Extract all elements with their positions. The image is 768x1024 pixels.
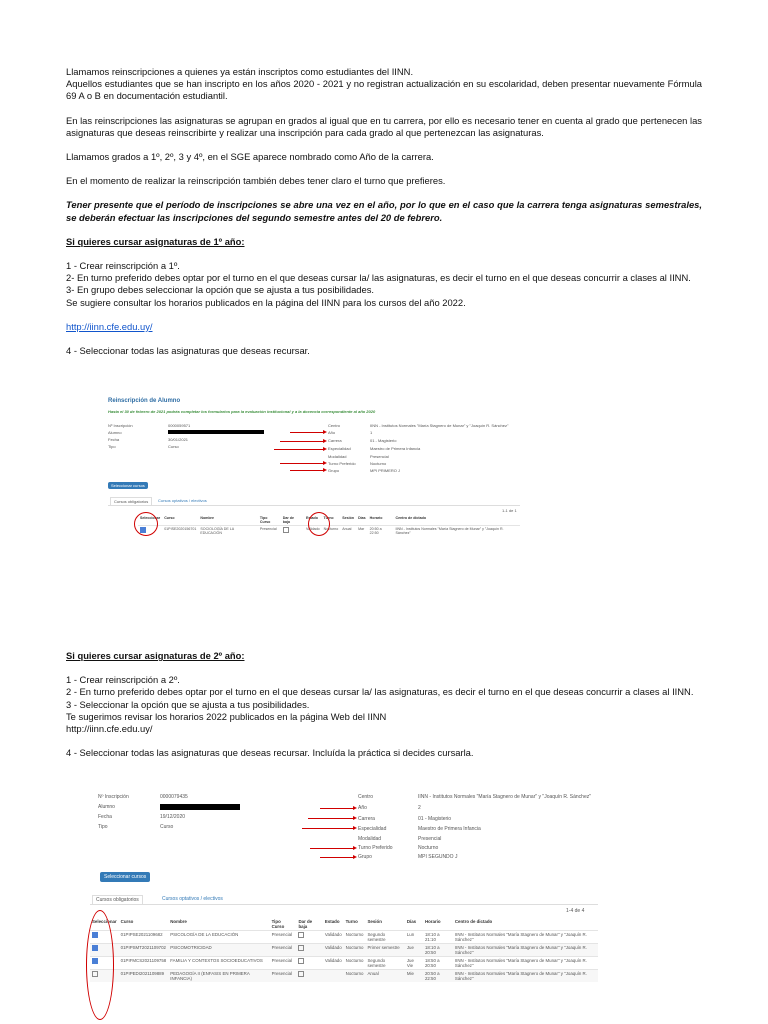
label-alumno: Alumno bbox=[108, 430, 122, 435]
cell-estado: Validado bbox=[324, 945, 342, 950]
label-grupo: Grupo bbox=[328, 468, 340, 473]
value-tipo: Curso bbox=[160, 824, 174, 830]
label-modalidad: Modalidad bbox=[328, 454, 347, 459]
label-especialidad: Especialidad bbox=[358, 826, 387, 832]
table-row bbox=[90, 944, 598, 957]
cell-centro: IINN - Institutos Normales "María Stagnero de Munar" y "Joaquín R. Sánchez" bbox=[454, 958, 587, 968]
label-especialidad: Especialidad bbox=[328, 446, 351, 451]
form-title: Reinscripción de Alumno bbox=[108, 398, 181, 404]
arrow-grupo bbox=[320, 857, 354, 858]
courses-table bbox=[90, 918, 598, 982]
col-estado: Estado bbox=[324, 919, 340, 924]
label-anio: Año bbox=[328, 430, 336, 435]
section2-step-3: 3 - Seleccionar la opción que se ajusta a tus posibilidades. bbox=[66, 698, 310, 710]
paragraph-intro-1: Llamamos reinscripciones a quienes ya están inscriptos como estudiantes del IINN. bbox=[66, 66, 414, 77]
cell-sesion: Segundo semestre bbox=[367, 932, 386, 942]
col-horario: Horario bbox=[369, 516, 383, 520]
label-anio: Año bbox=[358, 805, 367, 811]
value-modalidad: Presencial bbox=[418, 836, 442, 842]
paragraph-turno: En el momento de realizar la reinscripción también debes tener claro el turno que prefieres. bbox=[66, 175, 446, 187]
iinn-link[interactable]: http://iinn.cfe.edu.uy/ bbox=[66, 320, 153, 332]
cell-curso: 01PIPSE2021109682 bbox=[120, 932, 163, 937]
arrow-carrera bbox=[280, 441, 324, 442]
col-nombre: Nombre bbox=[200, 516, 214, 520]
value-fecha: 30/01/2021 bbox=[168, 437, 189, 442]
value-turno: Nocturno bbox=[370, 461, 387, 466]
arrow-grupo bbox=[290, 470, 324, 471]
cell-turno: Nocturno bbox=[323, 527, 339, 531]
cell-sesion: Segundo semestre bbox=[367, 958, 386, 968]
cell-horario: 18:10 a 20:50 bbox=[424, 945, 440, 955]
baja-checkbox[interactable] bbox=[298, 958, 304, 964]
cell-curso: 01PISE2020156701 bbox=[164, 527, 197, 531]
cell-sesion: Primer semestre bbox=[367, 945, 400, 950]
col-dar-de-baja: Dar de baja bbox=[298, 919, 313, 929]
cell-centro: IINN - Institutos Normales "María Stagnero de Munar" y "Joaquín R. Sánchez" bbox=[454, 945, 587, 955]
col-estado: Estado bbox=[305, 516, 318, 520]
tab-mandatory[interactable]: Cursos obligatorios bbox=[92, 895, 143, 904]
cell-turno: Nocturno bbox=[345, 945, 364, 950]
cell-tipo: Presencial bbox=[259, 527, 277, 531]
baja-checkbox[interactable] bbox=[298, 971, 304, 977]
label-modalidad: Modalidad bbox=[358, 836, 382, 842]
col-tipo-curso: Tipo Curso bbox=[259, 516, 271, 524]
value-turno: Nocturno bbox=[418, 845, 439, 851]
arrow-turno bbox=[310, 848, 354, 849]
screenshot-reinscripcion-1 bbox=[104, 396, 522, 542]
highlight-select-column bbox=[134, 512, 158, 536]
tab-elective[interactable]: Cursos optativos / electivos bbox=[158, 498, 207, 503]
col-sesion: Sesión bbox=[342, 516, 355, 520]
redacted-name bbox=[168, 430, 264, 434]
section1-heading: Si quieres cursar asignaturas de 1º año: bbox=[66, 235, 245, 247]
col-curso: Curso bbox=[164, 516, 175, 520]
select-courses-button[interactable]: Seleccionar cursos bbox=[100, 872, 150, 882]
cell-centro: IINN - Institutos Normales "María Stagnero de Munar" y "Joaquín R. Sánchez" bbox=[454, 971, 587, 981]
section2-step-note: Te sugerimos revisar los horarios 2022 publicados en la página Web del IINN bbox=[66, 710, 387, 722]
col-curso: Curso bbox=[120, 919, 134, 924]
col-dar-de-baja: Dar de baja bbox=[282, 516, 294, 524]
value-modalidad: Presencial bbox=[370, 454, 389, 459]
col-centro: Centro de dictado bbox=[454, 919, 493, 924]
cell-horario: 20:50 a 22:50 bbox=[424, 971, 440, 981]
cell-sesion: Anual bbox=[342, 527, 352, 531]
cell-curso: 01PIFMCS2021109758 bbox=[120, 958, 167, 963]
cell-horario: 20:50 a 22:50 bbox=[369, 527, 382, 535]
col-sesion: Sesión bbox=[367, 919, 382, 924]
cell-tipo: Presencial bbox=[271, 958, 293, 963]
arrow-especialidad bbox=[274, 449, 324, 450]
section1-step-1: 1 - Crear reinscripción a 1º. bbox=[66, 260, 180, 272]
label-turno: Turno Preferido bbox=[358, 845, 393, 851]
col-dias: Días bbox=[406, 919, 417, 924]
cell-horario: 18:10 a 21:10 bbox=[424, 932, 440, 942]
highlight-estado-column bbox=[308, 512, 330, 536]
section1-step-2: 2- En turno preferido debes optar por el turno en el que deseas cursar la/ las asignaturas, es decir el turno en el que deseas concurrir a clases al IINN. bbox=[66, 272, 691, 284]
value-especialidad: Maestro de Primera Infancia bbox=[370, 446, 421, 451]
cell-estado: Validado bbox=[324, 932, 342, 937]
cell-tipo: Presencial bbox=[271, 971, 293, 976]
col-turno: Turno bbox=[323, 516, 334, 520]
cell-centro: IINN - Institutos Normales "María Stagnero de Munar" y "Joaquín R. Sánchez" bbox=[454, 932, 587, 942]
cell-turno: Nocturno bbox=[345, 932, 364, 937]
cell-nombre: SOCIOLOGÍA DE LA EDUCACIÓN bbox=[200, 527, 234, 535]
arrow-turno bbox=[280, 463, 324, 464]
arrow-carrera bbox=[308, 818, 354, 819]
select-courses-button[interactable]: Seleccionar cursos bbox=[108, 482, 148, 489]
label-tipo: Tipo bbox=[108, 444, 116, 449]
col-turno: Turno bbox=[345, 919, 358, 924]
highlight-select-column bbox=[86, 910, 114, 1020]
cell-estado bbox=[323, 970, 344, 983]
screenshot-reinscripcion-2 bbox=[86, 786, 602, 1020]
value-tipo: Curso bbox=[168, 444, 179, 449]
section1-step-4: 4 - Seleccionar todas las asignaturas que deseas recursar. bbox=[66, 345, 310, 357]
course-tabs bbox=[90, 892, 598, 905]
tab-mandatory[interactable]: Cursos obligatorios bbox=[110, 497, 152, 505]
cell-curso: 01PIPEDI2021109889 bbox=[120, 971, 165, 976]
section2-step-4: 4 - Seleccionar todas las asignaturas que deseas recursar. Incluída la práctica si decides cursarla. bbox=[66, 747, 474, 759]
course-tabs bbox=[108, 495, 520, 506]
section2-step-1: 1 - Crear reinscripción a 2º. bbox=[66, 674, 180, 686]
label-centro: Centro bbox=[358, 794, 374, 800]
cell-nombre: FAMILIA Y CONTEXTOS SOCIOEDUCATIVOS bbox=[170, 958, 263, 963]
cell-turno: Nocturno bbox=[345, 971, 364, 976]
cell-estado: Validado bbox=[305, 527, 320, 531]
col-horario: Horario bbox=[424, 919, 441, 924]
label-carrera: Carrera bbox=[328, 438, 342, 443]
label-tipo: Tipo bbox=[98, 824, 108, 830]
col-centro: Centro de dictado bbox=[395, 516, 427, 520]
arrow-anio bbox=[290, 432, 324, 433]
cell-estado: Validado bbox=[324, 958, 342, 963]
redacted-name bbox=[160, 804, 240, 810]
label-carrera: Carrera bbox=[358, 816, 375, 822]
cell-turno: Nocturno bbox=[345, 958, 364, 963]
section1-step-note: Se sugiere consultar los horarios publicados en la página del IINN para los cursos del año 2022. bbox=[66, 296, 466, 308]
section1-step-3: 3- En grupo debes seleccionar la opción que se ajusta a tus posibilidades. bbox=[66, 284, 375, 296]
cell-curso: 01PIPSMT2021109702 bbox=[120, 945, 166, 950]
section2-heading: Si quieres cursar asignaturas de 2º año: bbox=[66, 650, 245, 661]
baja-checkbox[interactable] bbox=[283, 527, 289, 533]
cell-dias: Jue bbox=[406, 945, 414, 950]
table-header bbox=[90, 918, 598, 931]
cell-tipo: Presencial bbox=[271, 945, 293, 950]
baja-checkbox[interactable] bbox=[298, 932, 304, 938]
table-row bbox=[90, 931, 598, 944]
section2-step-2: 2 - En turno preferido debes optar por el turno en el que deseas cursar la/ las asignaturas, es decir el turno en el que deseas concurrir a clases al IINN. bbox=[66, 686, 694, 698]
value-especialidad: Maestro de Primera Infancia bbox=[418, 826, 481, 832]
col-seleccionar: Seleccionar bbox=[92, 919, 117, 924]
label-centro: Centro bbox=[328, 423, 341, 428]
tab-elective[interactable]: Cursos optativos / electivos bbox=[162, 896, 223, 902]
value-grupo: MPI PRIMERO J bbox=[370, 468, 401, 473]
value-carrera: 01 - Magisterio bbox=[418, 816, 452, 822]
value-grupo: MPI SEGUNDO J bbox=[418, 854, 458, 860]
col-tipo-curso: Tipo Curso bbox=[271, 919, 285, 929]
value-centro: IINN - Institutos Normales "María Stagnero de Munar" y "Joaquín R. Sánchez" bbox=[418, 794, 592, 800]
cell-dias: Mie bbox=[406, 971, 414, 976]
label-fecha: Fecha bbox=[98, 814, 112, 820]
value-anio: 1 bbox=[370, 430, 373, 435]
cell-horario: 18:50 a 20:50 bbox=[424, 958, 440, 968]
label-alumno: Alumno bbox=[98, 804, 115, 810]
cell-nombre: PSICOLOGÍA DE LA EDUCACIÓN bbox=[170, 932, 239, 937]
value-fecha: 19/12/2020 bbox=[160, 814, 186, 820]
arrow-especialidad bbox=[302, 828, 354, 829]
baja-checkbox[interactable] bbox=[298, 945, 304, 951]
col-dias: Días bbox=[358, 516, 366, 520]
document-body bbox=[66, 66, 702, 357]
pagination-info: 1-4 de 4 bbox=[566, 908, 585, 914]
value-inscripcion: 0000079435 bbox=[160, 794, 188, 800]
paragraph-grados: En las reinscripciones las asignaturas se agrupan en grados al igual que en tu carrera, por ello es necesario tener en cuenta al grado que pertenecen las asignaturas que deseas reinscribirte y realizar una inscripción para cada grado al que pertenezcan las asignaturas. bbox=[66, 114, 702, 138]
label-grupo: Grupo bbox=[358, 854, 372, 860]
value-carrera: 01 - Magisterio bbox=[370, 438, 397, 443]
cell-nombre: PEDAGOGÍA II (ENFASIS EN PRIMERA INFANCIA) bbox=[170, 971, 250, 981]
paragraph-intro-2: Aquellos estudiantes que se han inscripto en los años 2020 - 2021 y no registran actualización en su escolaridad, deben presentar nuevamente Fórmula 69 A o B en documentación estudiantil. bbox=[66, 78, 702, 102]
cell-sesion: Anual bbox=[367, 971, 379, 976]
label-fecha: Fecha bbox=[108, 437, 120, 442]
table-row bbox=[90, 957, 598, 970]
section2-url: http://iinn.cfe.edu.uy/ bbox=[66, 723, 153, 735]
form-notice: Hasta el 30 de febrero de 2021 podrás completar los formularios para la evaluación institucional y a la docencia correspondiente al año 2020 bbox=[108, 409, 376, 414]
paragraph-periodo-note: Tener presente que el período de inscripciones se abre una vez en el año, por lo que en el caso que la carrera tenga asignaturas semestrales, se deberán efectuar las inscripciones del segundo semestre antes del 20 de febrero. bbox=[66, 199, 702, 223]
arrow-anio bbox=[320, 808, 354, 809]
label-turno: Turno Preferido bbox=[328, 461, 356, 466]
cell-dias: Lun bbox=[406, 932, 415, 937]
cell-nombre: PSICOMOTRICIDAD bbox=[170, 945, 212, 950]
value-centro: IINN - Institutos Normales "María Stagnero de Munar" y "Joaquín R. Sánchez" bbox=[370, 423, 509, 428]
col-seleccionar: Seleccionar bbox=[140, 516, 161, 520]
cell-dias: Mar bbox=[358, 527, 365, 531]
label-inscripcion: Nº Inscripción bbox=[98, 794, 129, 800]
table-row bbox=[90, 970, 598, 983]
label-inscripcion: Nº Inscripción bbox=[108, 423, 133, 428]
cell-centro: IINN - Institutos Normales "María Stagnero de Munar" y "Joaquín R. Sánchez" bbox=[395, 527, 504, 535]
cell-dias: Jue Vie bbox=[406, 958, 414, 968]
paragraph-grados-def: Llamamos grados a 1º, 2º, 3 y 4º, en el SGE aparece nombrado como Año de la carrera. bbox=[66, 151, 434, 163]
col-nombre: Nombre bbox=[170, 919, 187, 924]
value-anio: 2 bbox=[418, 805, 421, 811]
pagination-info: 1-1 de 1 bbox=[502, 508, 517, 513]
value-inscripcion: 0000059571 bbox=[168, 423, 191, 428]
section2-body bbox=[66, 650, 702, 759]
cell-tipo: Presencial bbox=[271, 932, 293, 937]
